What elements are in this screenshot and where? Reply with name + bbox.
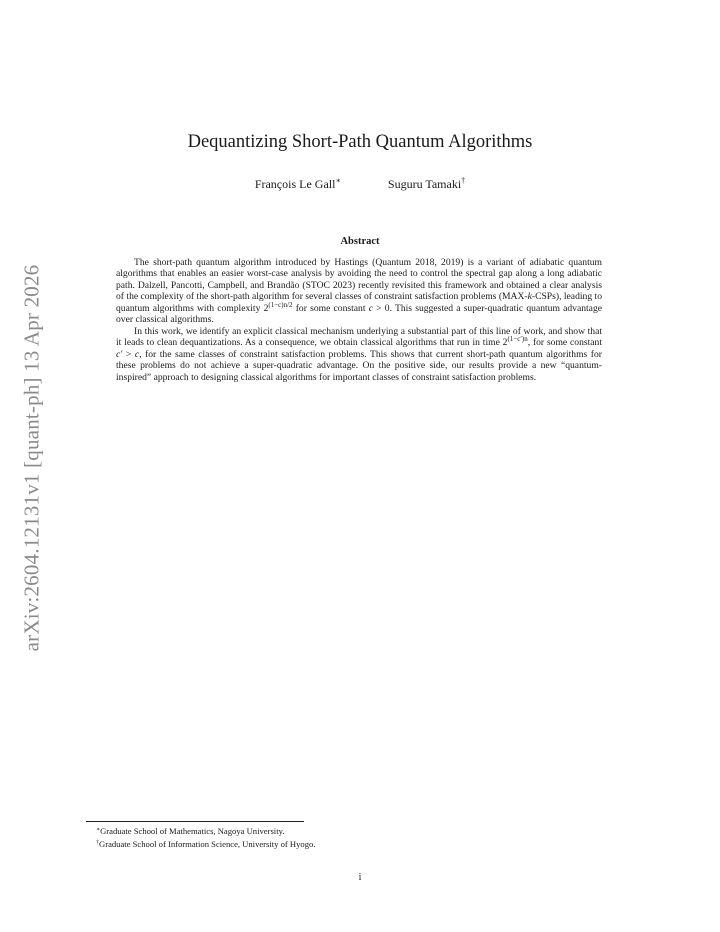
footnote-2 <box>96 837 315 850</box>
p2-exponent: (1−c′)n <box>507 334 528 343</box>
p1-var-k: k <box>527 291 532 303</box>
footnote-1-text: Graduate School of Mathematics, Nagoya University. <box>100 826 285 836</box>
author-1-name: François Le Gall <box>254 177 336 191</box>
abstract-paragraph-2 <box>116 326 602 383</box>
p2-gt: > <box>122 348 135 360</box>
footnote-rule <box>86 821 304 822</box>
p1-text-d: > 0. This suggested a super-quadratic quantum advantage over classical algorithms. <box>116 302 602 326</box>
p1-text-a: The short-path quantum algorithm introduced by Hastings (Quantum 2018, 2019) is a variant of adiabatic quantum algorithms that enables an easier worst-case analysis by avoiding the need to control the spectral gap along a long adiabatic path. Dalzell, Pancotti, Campbell, and Brandão (STOC 2023) recently revisited this framework and obtained a clear analysis of the complexity of the short-path algorithm for several classes of constraint satisfaction problems (MAX- <box>116 257 602 303</box>
p1-var-c: c <box>368 302 373 314</box>
author-2-mark: † <box>461 176 466 185</box>
abstract-paragraph-1 <box>116 257 602 326</box>
p2-text-a: In this work, we identify an explicit classical mechanism underlying a substantial part of this line of work, and show that it leads to clean dequantizations. As a consequence, we obtain classical algorithms that run in time 2 <box>116 325 602 349</box>
p1-exponent: (1−c)n/2 <box>268 300 293 309</box>
author-1-mark: ∗ <box>335 176 341 185</box>
p2-var-c: c <box>134 348 140 360</box>
p2-var-cprime: c′ <box>116 348 123 360</box>
abstract-body <box>116 257 602 383</box>
paper-title: Dequantizing Short-Path Quantum Algorithms <box>187 132 533 152</box>
footnote-2-text: Graduate School of Information Science, University of Hyogo. <box>99 839 316 849</box>
arxiv-id: arXiv:2604.12131v1 [quant-ph] 13 Apr 2026 <box>19 264 44 652</box>
author-1 <box>255 176 341 192</box>
footnotes <box>96 824 315 850</box>
p1-text-c: for some constant <box>292 302 369 314</box>
author-2 <box>388 176 465 192</box>
p2-text-c: , for the same classes of constraint satisfaction problems. This shows that current short-path quantum algorithms for these problems do not achieve a super-quadratic advantage. On the positive side, our results provide a new “quantum-inspired” approach to designing classical algorithms for important classes of constraint satisfaction problems. <box>116 348 602 383</box>
footnote-2-mark: † <box>96 840 99 846</box>
footnote-1-mark: ∗ <box>96 827 101 833</box>
author-list <box>0 176 720 192</box>
page-number: i <box>358 872 362 883</box>
p2-text-b: , for some constant <box>527 337 602 349</box>
footnote-1 <box>96 824 315 837</box>
abstract-heading: Abstract <box>340 236 380 247</box>
author-2-name: Suguru Tamaki <box>387 177 462 191</box>
p1-text-b: -CSPs), leading to quantum algorithms with complexity 2 <box>116 291 602 314</box>
